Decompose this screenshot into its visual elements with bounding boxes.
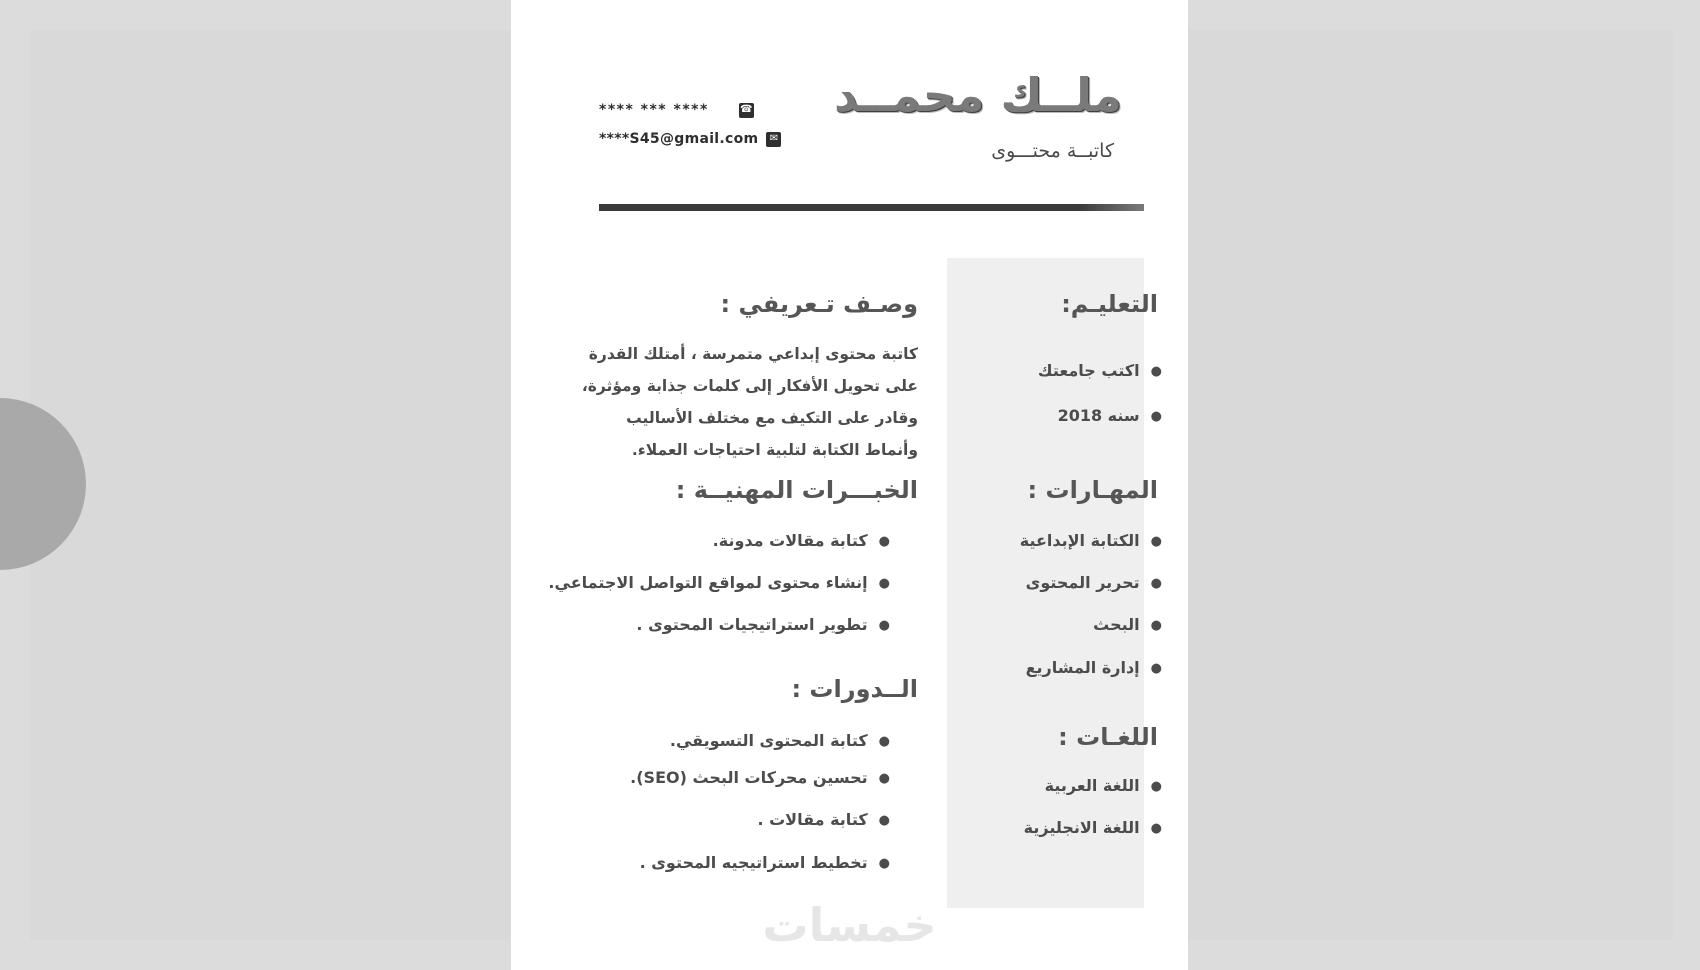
list-item xyxy=(1058,406,1162,425)
resume-job-title: كاتبــة محتـــوى xyxy=(991,140,1114,162)
list-item xyxy=(1024,818,1162,837)
bullet-icon: ● xyxy=(1150,534,1162,549)
list-item-label: كتابة المحتوى التسويقي. xyxy=(669,731,868,750)
bullet-icon: ● xyxy=(878,576,890,591)
skills-title: المهـارات : xyxy=(1027,476,1158,504)
summary-text: كاتبة محتوى إبداعي متمرسة ، أمتلك القدرة على تحويل الأفكار إلى كلمات جذابة ومؤثرة، وقادر على التكيف مع مختلف الأساليب وأنماط الكتابة لتلبية احتياجات العملاء. xyxy=(581,345,918,459)
contact-email-row xyxy=(599,131,781,147)
summary-title: وصـف تـعريفي : xyxy=(720,290,918,318)
resume-page xyxy=(511,0,1188,970)
bullet-icon: ● xyxy=(878,813,890,828)
languages-title: اللغـات : xyxy=(1058,723,1158,751)
bullet-icon: ● xyxy=(1150,821,1162,836)
list-item-label: سنه 2018 xyxy=(1057,406,1140,425)
contact-phone-text: **** *** **** xyxy=(599,102,709,118)
contact-email-text: ****S45@gmail.com xyxy=(599,131,759,147)
list-item-label: إنشاء محتوى لمواقع التواصل الاجتماعي. xyxy=(548,573,868,592)
list-item xyxy=(630,768,890,787)
education-title: التعليـم: xyxy=(1061,290,1158,318)
list-item-label: اللغة الانجليزية xyxy=(1023,818,1140,837)
bullet-icon: ● xyxy=(1150,409,1162,424)
list-item-label: تطوير استراتيجيات المحتوى . xyxy=(636,615,868,634)
list-item-label: اكتب جامعتك xyxy=(1037,361,1140,380)
list-item xyxy=(1045,776,1162,795)
list-item xyxy=(1026,658,1162,677)
list-item-label: اللغة العربية xyxy=(1044,776,1140,795)
list-item xyxy=(1026,573,1162,592)
courses-title: الــدورات : xyxy=(791,675,918,703)
list-item xyxy=(670,731,890,750)
list-item xyxy=(548,573,890,592)
envelope-icon: ✉ xyxy=(766,132,781,147)
list-item-label: البحث xyxy=(1093,615,1140,634)
bullet-icon: ● xyxy=(1150,661,1162,676)
list-item-label: كتابة مقالات مدونة. xyxy=(712,531,868,550)
list-item xyxy=(1020,531,1162,550)
background-panel-left xyxy=(30,30,510,940)
list-item-label: تحسين محركات البحث (SEO). xyxy=(630,768,868,787)
list-item xyxy=(636,615,890,634)
watermark-logo: خمسات xyxy=(762,898,937,952)
background-panel-right xyxy=(1188,30,1673,940)
bullet-icon: ● xyxy=(1150,364,1162,379)
bullet-icon: ● xyxy=(878,771,890,786)
bullet-icon: ● xyxy=(878,534,890,549)
list-item-label: كتابة مقالات . xyxy=(757,810,868,829)
list-item-label: إدارة المشاريع xyxy=(1025,658,1140,677)
contact-phone-row xyxy=(599,102,754,118)
bullet-icon: ● xyxy=(878,618,890,633)
bullet-icon: ● xyxy=(1150,618,1162,633)
bullet-icon: ● xyxy=(878,734,890,749)
list-item-label: الكتابة الإبداعية xyxy=(1019,531,1140,550)
header-divider xyxy=(599,204,1144,211)
bullet-icon: ● xyxy=(1150,576,1162,591)
list-item xyxy=(1093,615,1162,634)
bullet-icon: ● xyxy=(1150,779,1162,794)
list-item xyxy=(713,531,890,550)
list-item xyxy=(1038,361,1162,380)
list-item xyxy=(640,853,890,872)
list-item-label: تحرير المحتوى xyxy=(1025,573,1140,592)
phone-icon: ☎ xyxy=(739,103,754,118)
list-item-label: تخطيط استراتيجيه المحتوى . xyxy=(639,853,868,872)
experience-title: الخبـــرات المهنيــة : xyxy=(675,476,918,504)
resume-name: ملــك محمــد xyxy=(833,68,1122,122)
list-item xyxy=(757,810,890,829)
bullet-icon: ● xyxy=(878,856,890,871)
